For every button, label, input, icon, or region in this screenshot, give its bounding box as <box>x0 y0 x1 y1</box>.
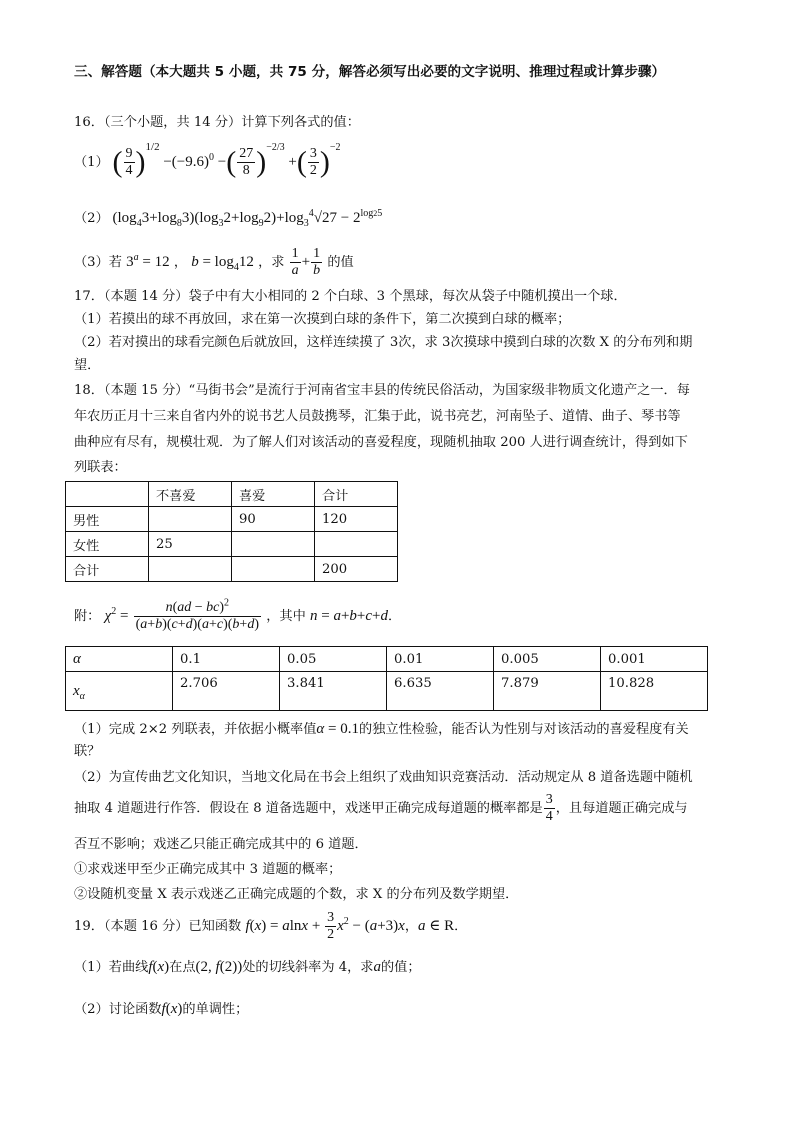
q18-part2-line3: 否互不影响；戏迷乙只能正确完成其中的 6 道题． <box>74 837 368 852</box>
table-cell: 合计 <box>66 557 149 582</box>
critical-value-table <box>65 646 708 711</box>
table-cell: 合计 <box>315 482 398 507</box>
table-cell: 0.01 <box>387 647 494 672</box>
table-row <box>66 532 398 557</box>
q18-part1-line2: 联？ <box>74 744 101 759</box>
q18-part2-line1: （2）为宣传曲艺文化知识，当地文化局在书会上组织了戏曲知识竞赛活动．活动规定从 8 道备选题中随机 <box>74 770 693 785</box>
q17-part2-line2: 望． <box>74 358 101 373</box>
q18-line4: 列联表： <box>74 460 127 475</box>
table-cell: 不喜爱 <box>149 482 232 507</box>
table-cell: 0.1 <box>173 647 280 672</box>
contingency-table <box>65 481 398 582</box>
q18-sub2: ②设随机变量 X 表示戏迷乙正确完成题的个数，求 X 的分布列及数学期望． <box>74 887 519 902</box>
table-cell: 喜爱 <box>232 482 315 507</box>
table-cell: 7.879 <box>494 672 601 711</box>
table-row <box>66 647 708 672</box>
table-cell: 200 <box>315 557 398 582</box>
table-cell <box>149 507 232 532</box>
table-row <box>66 672 708 711</box>
q16-title: 16．（三个小题，共 14 分）计算下列各式的值： <box>74 115 360 130</box>
table-cell: α <box>66 647 173 672</box>
table-cell: 女性 <box>66 532 149 557</box>
table-cell <box>66 482 149 507</box>
chi-square-formula: 附： $\chi^2$ = $\frac{n(ad - bc)^2}{(a+b)(c+d)(a+c)(b+d)}$ ，其中 n = a+b+c+d． <box>74 597 402 632</box>
table-cell <box>232 557 315 582</box>
table-cell: 0.005 <box>494 647 601 672</box>
q18-line2: 年农历正月十三来自省内外的说书艺人员鼓携琴，汇集于此，说书亮艺，河南坠子、道情、曲子、琴书等 <box>74 409 681 424</box>
q19-part2: （2）讨论函数f(x)的单调性； <box>74 1001 249 1017</box>
q16-part2: （2） $(\log_43+\log_83)(\log_32+\log_92)+\log_3^4√27 - 2^{log25}$ <box>74 208 383 229</box>
q17-part2-line1: （2）若对摸出的球看完颜色后就放回，这样连续摸了 3次，求 3次摸球中摸到白球的次数 X 的分布列和期 <box>74 335 693 350</box>
table-cell: 0.001 <box>601 647 708 672</box>
q19-part1: （1）若曲线f(x)在点(2, f(2))处的切线斜率为 4，求a的值； <box>74 959 421 975</box>
table-cell <box>149 557 232 582</box>
table-cell: 25 <box>149 532 232 557</box>
q16-part3: （3）若 $3^a = 12$ ， $b = \log_412$ ，求 $\frac{1}{a}$ + $\frac{1}{b}$ 的值 <box>74 246 354 278</box>
q18-part2-line2: 抽取 4 道题进行作答．假设在 8 道备选题中，戏迷甲正确完成每道题的概率都是 $\frac{3}{4}$ ，且每道题正确完成与 <box>74 792 688 824</box>
table-row <box>66 507 398 532</box>
q18-sub1: ①求戏迷甲至少正确完成其中 3 道题的概率； <box>74 862 342 877</box>
q18-part1-line1: （1）完成 2×2 列联表，并依据小概率值α = 0.1的独立性检验，能否认为性别与对该活动的喜爱程度有关 <box>74 721 689 737</box>
section-heading: 三、解答题（本大题共 5 小题，共 75 分，解答必须写出必要的文字说明、推理过程或计算步骤） <box>74 64 666 80</box>
q18-line3: 曲种应有尽有，规模壮观．为了解人们对该活动的喜爱程度，现随机抽取 200 人进行调查统计，得到如下 <box>74 435 688 450</box>
table-cell: 3.841 <box>280 672 387 711</box>
table-cell <box>232 532 315 557</box>
table-row <box>66 557 398 582</box>
q17-part1: （1）若摸出的球不再放回，求在第一次摸到白球的条件下，第二次摸到白球的概率； <box>74 312 571 327</box>
q17-title: 17．（本题 14 分）袋子中有大小相同的 2 个白球、3 个黑球，每次从袋子中随机摸出一个球． <box>74 289 627 304</box>
table-cell: 10.828 <box>601 672 708 711</box>
table-cell <box>315 532 398 557</box>
table-cell: 男性 <box>66 507 149 532</box>
q18-line1: 18．（本题 15 分）“马街书会”是流行于河南省宝丰县的传统民俗活动，为国家级非物质文化遗产之一．每 <box>74 383 690 398</box>
q19-title: 19．（本题 16 分）已知函数 f(x) = alnx + $\frac{3}{2}$ $x^2 - (a+3)x$，a ∈ R． <box>74 910 468 942</box>
table-cell: 120 <box>315 507 398 532</box>
table-cell: 0.05 <box>280 647 387 672</box>
table-cell: $x_\alpha$ <box>66 672 173 711</box>
q16-part1: （1） ( $\frac{9}{4}$ )$^{1/2} -(-9.6)^0$ −( $\frac{27}{8}$ )$^{-2/3}$ +( $\frac{3}{2}$ )$^{-2}$ <box>74 140 341 179</box>
table-cell: 2.706 <box>173 672 280 711</box>
table-header-row <box>66 482 398 507</box>
table-cell: 6.635 <box>387 672 494 711</box>
table-cell: 90 <box>232 507 315 532</box>
